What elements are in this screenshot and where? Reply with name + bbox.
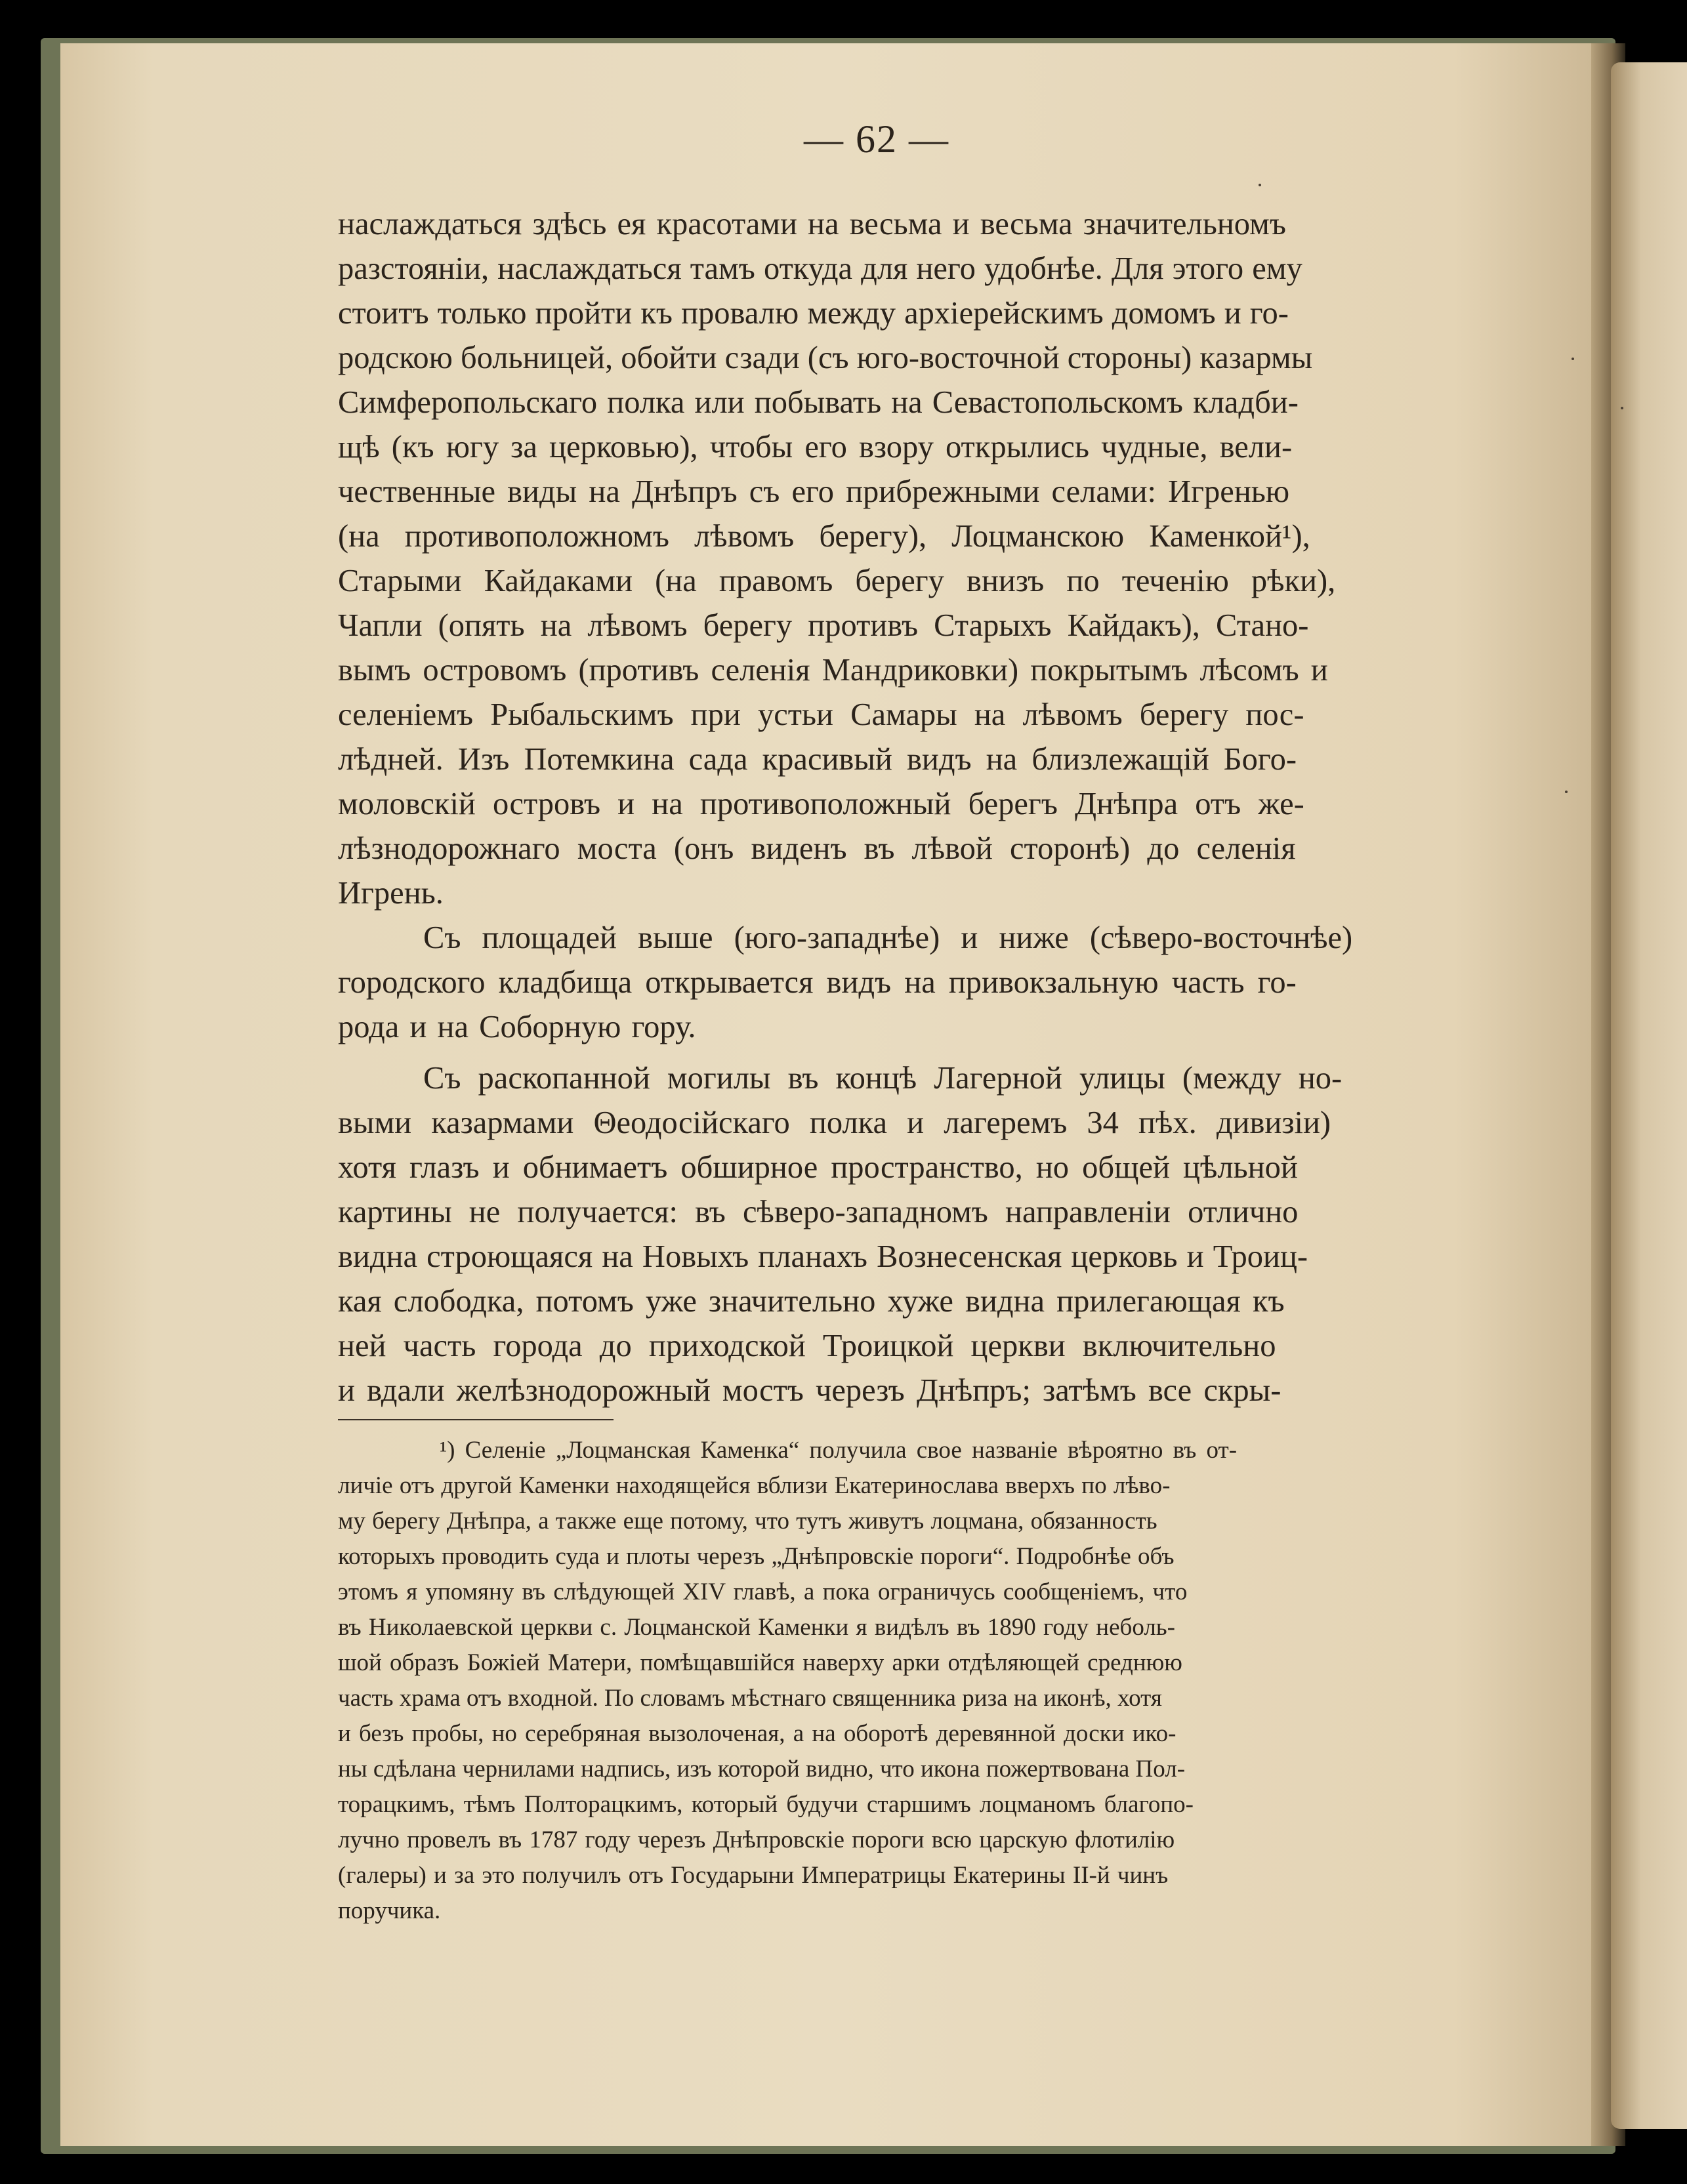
page-number: — 62 — <box>804 117 949 161</box>
body-line: картины не получается: въ сѣверо-западномъ направленіи отлично <box>338 1195 1299 1229</box>
body-line: моловскій островъ и на противоположный берегъ Днѣпра отъ же- <box>338 787 1304 821</box>
body-line: стоитъ только пройти къ провалю между архіерейскимъ домомъ и го- <box>338 296 1289 331</box>
adjacent-page-edge <box>1611 62 1687 2129</box>
body-line: Старыми Кайдаками (на правомъ берегу внизъ по теченію рѣки), <box>338 564 1336 598</box>
body-line: рода и на Соборную гору. <box>338 1010 696 1044</box>
body-line: Игрень. <box>338 876 444 911</box>
body-line: городского кладбища открывается видъ на привокзальную часть го- <box>338 965 1297 1000</box>
footnote-line: торацкимъ, тѣмъ Полторацкимъ, который будучи старшимъ лоцманомъ благопо- <box>338 1791 1194 1818</box>
body-line: и вдали желѣзнодорожный мостъ черезъ Днѣпръ; затѣмъ все скры- <box>338 1373 1281 1408</box>
footnote-line: часть храма отъ входной. По словамъ мѣстнаго священника риза на иконѣ, хотя <box>338 1685 1162 1712</box>
body-line: Симферопольскаго полка или побывать на Севастопольскомъ кладби- <box>338 385 1299 420</box>
footnote-line: поручика. <box>338 1897 441 1924</box>
footnote-line: и безъ пробы, но серебряная вызолоченая, а на оборотѣ деревянной доски ико- <box>338 1720 1177 1747</box>
footnote-line: лучно провелъ въ 1787 году черезъ Днѣпровскіе пороги всю царскую флотилію <box>338 1826 1175 1853</box>
body-line: разстояніи, наслаждаться тамъ откуда для него удобнѣе. Для этого ему <box>338 251 1302 286</box>
body-line: вымъ островомъ (противъ селенія Мандриковки) покрытымъ лѣсомъ и <box>338 653 1328 688</box>
body-line: хотя глазъ и обнимаетъ обширное пространство, но общей цѣльной <box>338 1150 1298 1185</box>
paper-speck <box>1259 184 1261 186</box>
body-line: чественные виды на Днѣпръ съ его прибрежными селами: Игренью <box>338 474 1290 509</box>
body-line: лѣзнодорожнаго моста (онъ виденъ въ лѣвой сторонѣ) до селенія <box>338 831 1296 866</box>
body-line: видна строющаяся на Новыхъ планахъ Вознесенская церковь и Троиц- <box>338 1239 1308 1274</box>
body-line: родскою больницей, обойти сзади (съ юго-восточной стороны) казармы <box>338 340 1313 375</box>
footnote-line: личіе отъ другой Каменки находящейся вблизи Екатеринослава вверхъ по лѣво- <box>338 1472 1171 1499</box>
footnote-line: му берегу Днѣпра, а также еще потому, что тутъ живутъ лоцмана, обязанность <box>338 1508 1157 1535</box>
footnote-line: ны сдѣлана чернилами надпись, изъ которой видно, что икона пожертвована Пол- <box>338 1756 1186 1782</box>
body-line: селеніемъ Рыбальскимъ при устьи Самары на лѣвомъ берегу пос- <box>338 697 1304 732</box>
footnote-separator <box>338 1419 614 1420</box>
footnote-line: этомъ я упомяну въ слѣдующей XIV главѣ, а пока ограничусь сообщеніемъ, что <box>338 1578 1188 1605</box>
paper-speck <box>1572 358 1574 360</box>
body-line: лѣдней. Изъ Потемкина сада красивый видъ на близлежащій Бого- <box>338 742 1297 777</box>
body-line: Чапли (опять на лѣвомъ берегу противъ Старыхъ Кайдакъ), Стано- <box>338 608 1309 643</box>
footnote-line: шой образъ Божіей Матери, помѣщавшійся наверху арки отдѣляющей среднюю <box>338 1649 1182 1676</box>
paper-speck <box>1621 407 1623 409</box>
body-line: наслаждаться здѣсь ея красотами на весьма и весьма значительномъ <box>338 207 1286 241</box>
body-line: (на противоположномъ лѣвомъ берегу), Лоцманскою Каменкой¹), <box>338 519 1310 554</box>
body-line: Съ площадей выше (юго-западнѣе) и ниже (сѣверо-восточнѣе) <box>423 920 1353 955</box>
body-line: ней часть города до приходской Троицкой церкви включительно <box>338 1329 1276 1363</box>
paper-speck <box>1565 791 1568 793</box>
footnote-line: (галеры) и за это получилъ отъ Государыни Императрицы Екатерины II-й чинъ <box>338 1862 1169 1889</box>
footnote-line: ¹) Селеніе „Лоцманская Каменка“ получила свое названіе вѣроятно въ от- <box>440 1437 1238 1464</box>
footnote-line: которыхъ проводить суда и плоты черезъ „Днѣпровскіе пороги“. Подробнѣе объ <box>338 1543 1175 1570</box>
body-line: Съ раскопанной могилы въ концѣ Лагерной улицы (между но- <box>423 1061 1343 1096</box>
body-line: щѣ (къ югу за церковью), чтобы его взору открылись чудные, вели- <box>338 430 1293 464</box>
body-line: выми казармами Θеодосійскаго полка и лагеремъ 34 пѣх. дивизіи) <box>338 1105 1331 1140</box>
footnote-line: въ Николаевской церкви с. Лоцманской Каменки я видѣлъ въ 1890 году неболь- <box>338 1614 1176 1641</box>
body-line: кая слободка, потомъ уже значительно хуже видна прилегающая къ <box>338 1284 1285 1319</box>
